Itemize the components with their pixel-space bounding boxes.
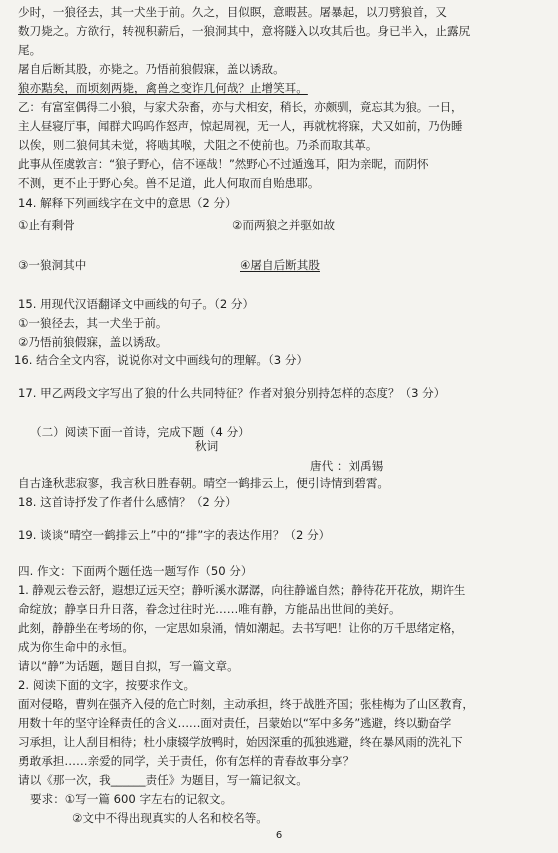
- passage-jia-line-2: 数刀毙之。方欲行，转视积薪后，一狼洞其中，意将隧入以攻其后也。身已半入，止露尻: [18, 24, 471, 38]
- writing-t2-line-1: 2. 阅读下面的文字，按要求作文。: [18, 678, 196, 692]
- page-number: 6: [275, 830, 283, 841]
- passage-jia-underlined: 狼亦黠矣，而顷刻两毙，禽兽之变诈几何哉？止增笑耳。: [18, 81, 308, 95]
- passage-yi-line-4: 此事从侄虞敦言：“狼子野心，信不诬哉！”然野心不过遁逸耳，阳为亲昵，而阴怀: [18, 157, 429, 171]
- poem-text: 自古逢秋悲寂寥，我言秋日胜春朝。晴空一鹤排云上，便引诗情到碧霄。: [18, 476, 390, 490]
- q19: 19. 谈谈“晴空一鹤排云上”中的“排”字的表达作用？（2 分）: [18, 528, 331, 542]
- writing-t2-line-3: 用数十年的坚守诠释责任的含义……面对责任，吕蒙始以“军中多务”逃避，终以勤奋学: [18, 716, 452, 730]
- q14-d: ④屠自后断其股: [240, 258, 320, 272]
- q18: 18. 这首诗抒发了作者什么感情？（2 分）: [18, 495, 237, 509]
- writing-t2-line-6: 请以《那一次，我______责任》为题目，写一篇记叙文。: [18, 773, 308, 787]
- poem-author: 唐代 ：刘禹锡: [310, 459, 384, 473]
- passage-yi-line-5: 不测，更不止于野心矣。兽不足道，此人何取而自贻患耶。: [18, 176, 320, 190]
- q16: 16. 结合全文内容，说说你对文中画线句的理解。（3 分）: [14, 353, 309, 367]
- writing-t2-line-2: 面对侵略，曹刿在强齐入侵的危亡时刻，主动承担，终于战胜齐国；张桂梅为了山区教育，: [18, 697, 474, 711]
- writing-t1-line-4: 成为你生命中的永恒。: [18, 640, 134, 654]
- writing-t2-line-5: 勇敢承担……亲爱的同学，关于责任，你有怎样的青春故事分享？: [18, 754, 355, 768]
- writing-t1-line-5: 请以“静”为话题，题目自拟，写一篇文章。: [18, 659, 239, 673]
- q17: 17. 甲乙两段文字写出了狼的什么共同特征？作者对狼分别持怎样的态度？（3 分）: [18, 386, 446, 400]
- q14-stem: 14. 解释下列画线字在文中的意思（2 分）: [18, 196, 237, 210]
- q14-b: ②而两狼之并驱如故: [232, 218, 336, 232]
- q14-a: ①止有剩骨: [18, 218, 75, 232]
- writing-requirement-1: 要求：①写一篇 600 字左右的记叙文。: [30, 792, 233, 806]
- writing-t1-line-3: 此刻，静静坐在考场的你，一定思如泉涌，情如潮起。去书写吧！让你的万千思绪定格，: [18, 621, 463, 635]
- passage-jia-line-1: 少时，一狼径去，其一犬坐于前。久之，目似瞑，意暇甚。屠暴起，以刀劈狼首，又: [18, 5, 447, 19]
- q15-stem: 15. 用现代汉语翻译文中画线的句子。（2 分）: [18, 297, 255, 311]
- q15-s2: ②乃悟前狼假寐，盖以诱敌。: [18, 335, 168, 349]
- writing-heading: 四. 作文：下面两个题任选一题写作（50 分）: [18, 564, 253, 578]
- writing-t1-line-2: 命绽放；静享日升日落，眷念过往时光……唯有静，方能品出世间的美好。: [18, 602, 401, 616]
- writing-requirement-2: ②文中不得出现真实的人名和校名等。: [72, 811, 268, 825]
- passage-jia-line-3: 尾。: [18, 43, 42, 57]
- passage-jia-line-4: 屠自后断其股，亦毙之。乃悟前狼假寐，盖以诱敌。: [18, 62, 285, 76]
- q15-s1: ①一狼径去，其一犬坐于前。: [18, 316, 168, 330]
- passage-yi-line-1: 乙：有富室偶得二小狼，与家犬杂畜，亦与犬相安，稍长，亦颇驯，竟忘其为狼。一日，: [18, 100, 463, 114]
- poem-heading: （二）阅读下面一首诗，完成下题（4 分）: [30, 425, 250, 439]
- writing-t1-line-1: 1. 静观云卷云舒，遐想辽远天空；静听溪水潺潺，向往静谧自然；静待花开花放，期许生: [18, 583, 466, 597]
- q14-c: ③一狼洞其中: [18, 258, 87, 272]
- passage-yi-line-3: 以俟，则二狼伺其未觉，将啮其喉，犬阻之不使前也。乃杀而取其革。: [18, 138, 378, 152]
- passage-yi-line-2: 主人昼寝厅事，闻群犬呜呜作怒声，惊起周视，无一人，再就枕将寐，犬又如前，乃伪睡: [18, 119, 463, 133]
- poem-title: 秋词: [195, 439, 219, 453]
- writing-t2-line-4: 习承担，让人刮目相待；杜小康辍学放鸭时，始因深重的孤独逃避，终在暴风雨的洗礼下: [18, 735, 463, 749]
